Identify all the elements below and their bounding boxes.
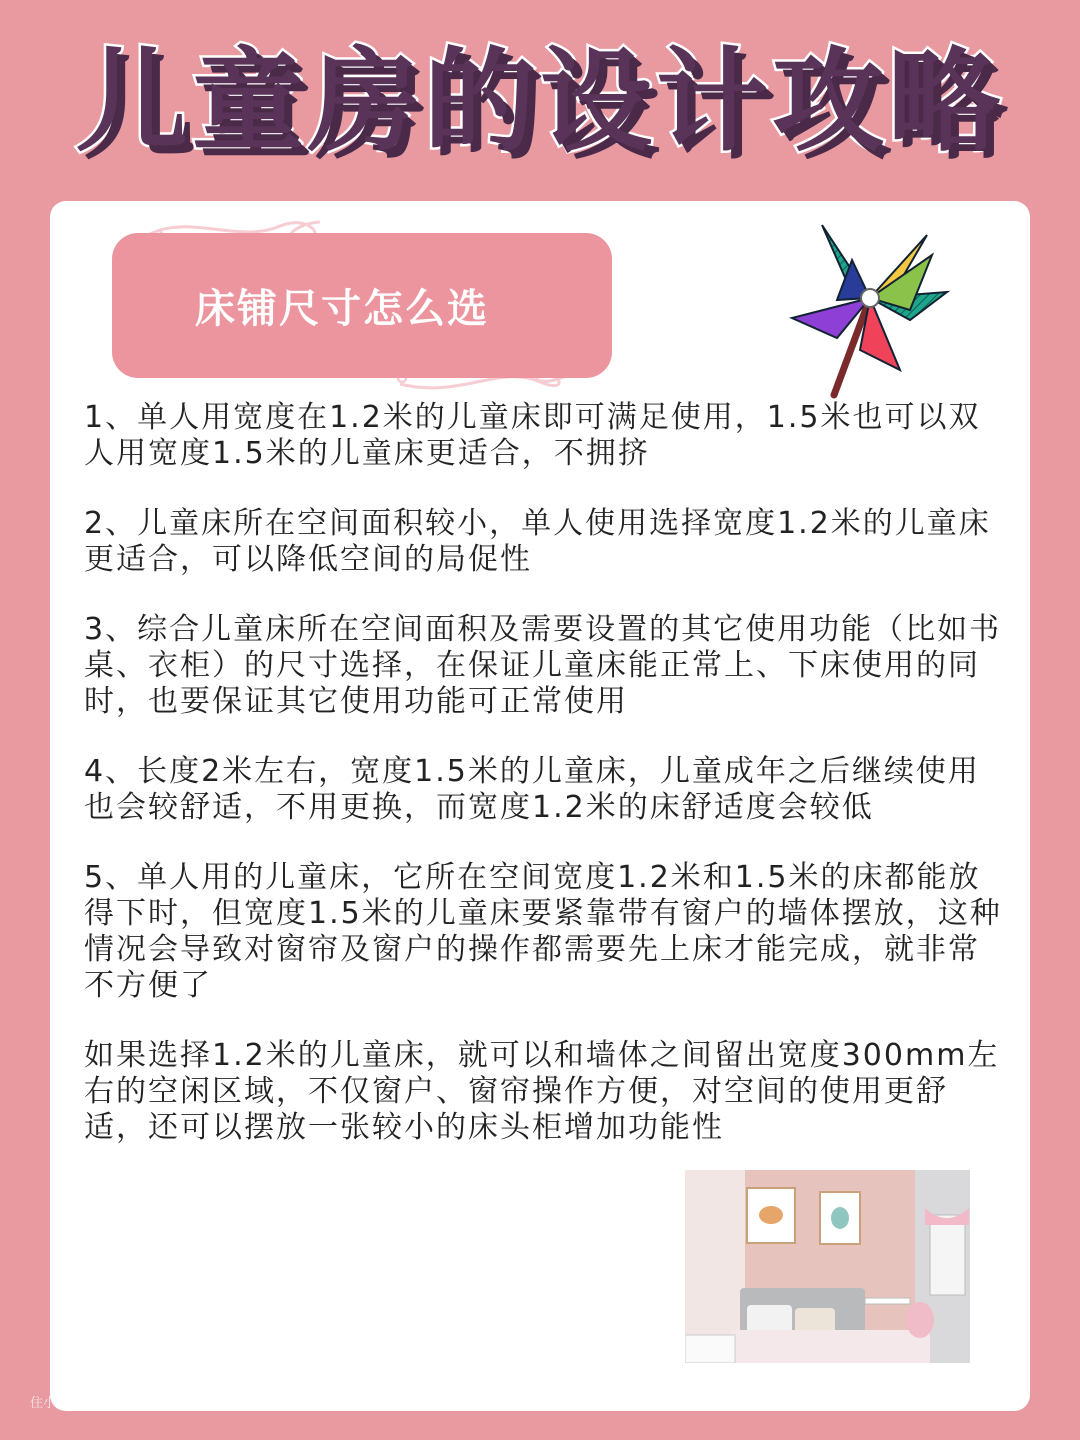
paragraph-5: 5、单人用的儿童床，它所在空间宽度1.2米和1.5米的床都能放得下时，但宽度1.5米的儿童床要紧靠带有窗户的墙体摆放，这种情况会导致对窗帘及窗户的操作都需要先上床才能完成，就非常不方便了: [84, 860, 1002, 1003]
paragraph-4: 4、长度2米左右，宽度1.5米的儿童床，儿童成年之后继续使用也会较舒适，不用更换，而宽度1.2米的床舒适度会较低: [84, 754, 980, 825]
paragraph-6: 如果选择1.2米的儿童床，就可以和墙体之间留出宽度300mm左右的空闲区域，不仅窗户、窗帘操作方便，对空间的使用更舒适，还可以摆放一张较小的床头柜增加功能性: [84, 1038, 1000, 1145]
pinwheel-icon: [782, 220, 957, 400]
title-area: [0, 22, 1080, 182]
paragraph-2: 2、儿童床所在空间面积较小，单人使用选择宽度1.2米的儿童床更适合，可以降低空间的局促性: [84, 506, 991, 577]
page-title: 儿童房的设计攻略: [76, 37, 1004, 167]
paragraph-1: 1、单人用宽度在1.2米的儿童床即可满足使用，1.5米也可以双人用宽度1.5米的儿童床更适合，不拥挤: [84, 400, 981, 471]
section-badge: [112, 233, 612, 378]
article-body: [84, 400, 1004, 1180]
bedroom-photo: [685, 1170, 970, 1363]
section-badge-label: 床铺尺寸怎么选: [195, 286, 489, 332]
paragraph-3: 3、综合儿童床所在空间面积及需要设置的其它使用功能（比如书桌、衣柜）的尺寸选择，在保证儿童床能正常上、下床使用的同时，也要保证其它使用功能可正常使用: [84, 612, 1002, 719]
watermark: 住小帮@富邦装饰（老房改造）: [30, 1396, 213, 1411]
